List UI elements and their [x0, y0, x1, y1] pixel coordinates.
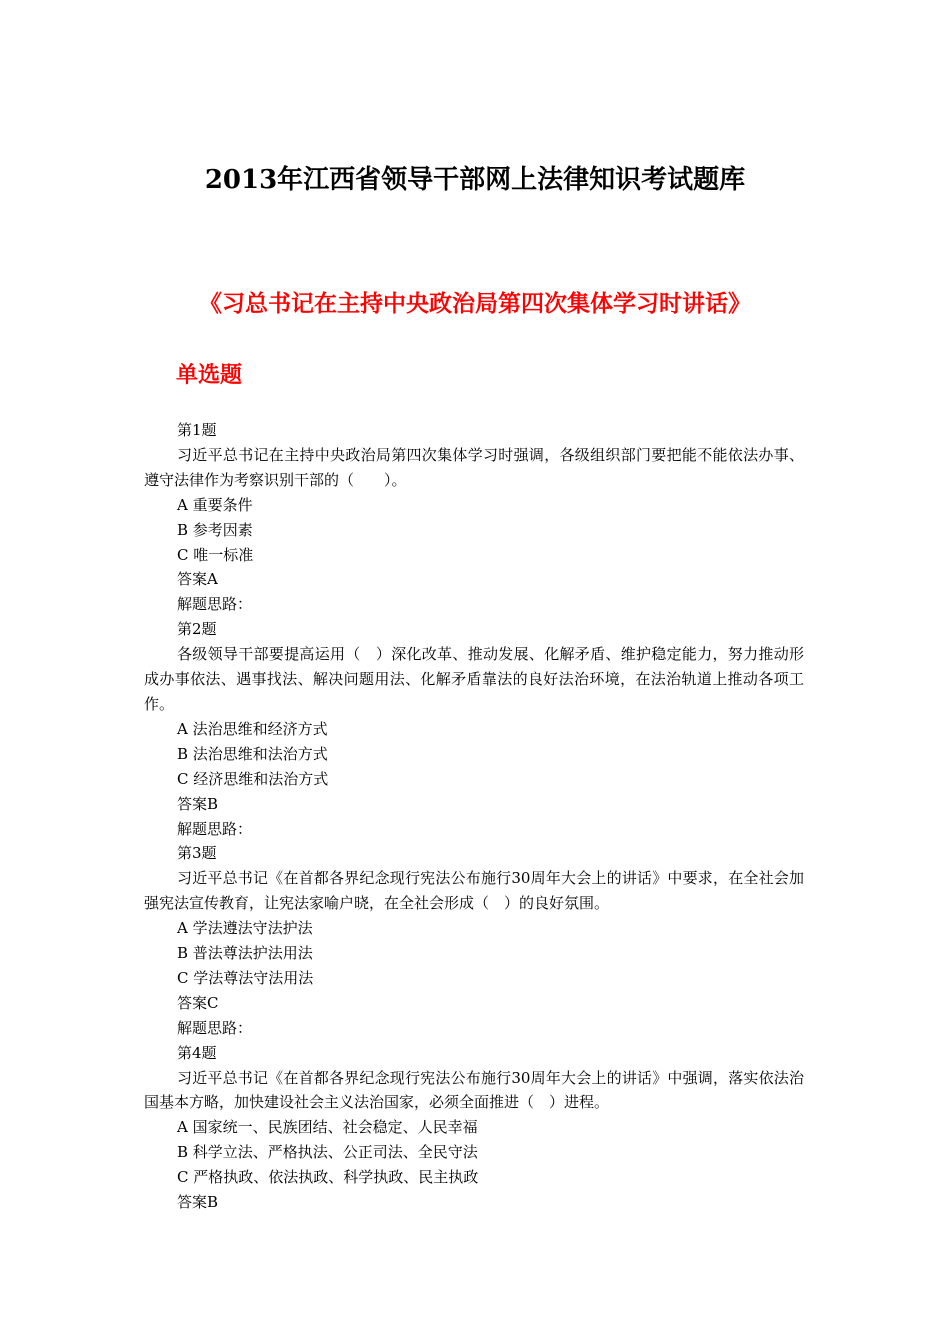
document-title: 2013年江西省领导干部网上法律知识考试题库 — [204, 165, 746, 195]
option-c: C 学法尊法守法用法 — [177, 968, 314, 987]
question-number: 第1题 — [177, 421, 217, 439]
question-number: 第3题 — [177, 844, 217, 863]
question-text: 各级领导干部要提高运用（ ）深化改革、推动发展、化解矛盾、维护稳定能力，努力推动形成办事依法、遇事找法、解决问题用法、化解矛盾靠法的良好法治环境，在法治轨道上推动各项工作。 — [144, 645, 804, 713]
question-type-heading: 单选题 — [176, 362, 243, 388]
analysis-label: 解题思路： — [177, 595, 253, 614]
analysis-label: 解题思路： — [177, 1018, 253, 1037]
section-title: 《习总书记在主持中央政治局第四次集体学习时讲话》 — [199, 290, 751, 317]
question-number: 第4题 — [177, 1043, 217, 1062]
answer: 答案A — [177, 570, 218, 589]
option-c: C 唯一标准 — [177, 545, 254, 564]
option-a: A 国家统一、民族团结、社会稳定、人民幸福 — [177, 1118, 478, 1137]
answer: 答案B — [177, 1193, 219, 1212]
analysis-label: 解题思路： — [177, 819, 253, 838]
question-list — [144, 418, 804, 1215]
option-b: B 科学立法、严格执法、公正司法、全民守法 — [177, 1143, 478, 1162]
answer: 答案B — [177, 794, 219, 813]
option-b: B 普法尊法护法用法 — [177, 944, 313, 963]
option-c: C 严格执政、依法执政、科学执政、民主执政 — [177, 1168, 479, 1187]
option-a: A 学法遵法守法护法 — [177, 919, 313, 938]
option-c: C 经济思维和法治方式 — [177, 769, 329, 788]
option-a: A 重要条件 — [177, 495, 253, 514]
option-a: A 法治思维和经济方式 — [177, 719, 328, 738]
answer: 答案C — [177, 993, 219, 1012]
question-number: 第2题 — [177, 620, 217, 639]
question-text: 习近平总书记在主持中央政治局第四次集体学习时强调，各级组织部门要把能不能依法办事、遵守法律作为考察识别干部的（ ）。 — [144, 445, 804, 489]
question-text: 习近平总书记《在首都各界纪念现行宪法公布施行30周年大会上的讲话》中要求，在全社会加强宪法宣传教育，让宪法家喻户晓，在全社会形成（ ）的良好氛围。 — [144, 869, 804, 913]
question-text: 习近平总书记《在首都各界纪念现行宪法公布施行30周年大会上的讲话》中强调，落实依法治国基本方略，加快建设社会主义法治国家，必须全面推进（ ）进程。 — [144, 1068, 804, 1112]
option-b: B 参考因素 — [177, 520, 253, 539]
option-b: B 法治思维和法治方式 — [177, 744, 328, 763]
